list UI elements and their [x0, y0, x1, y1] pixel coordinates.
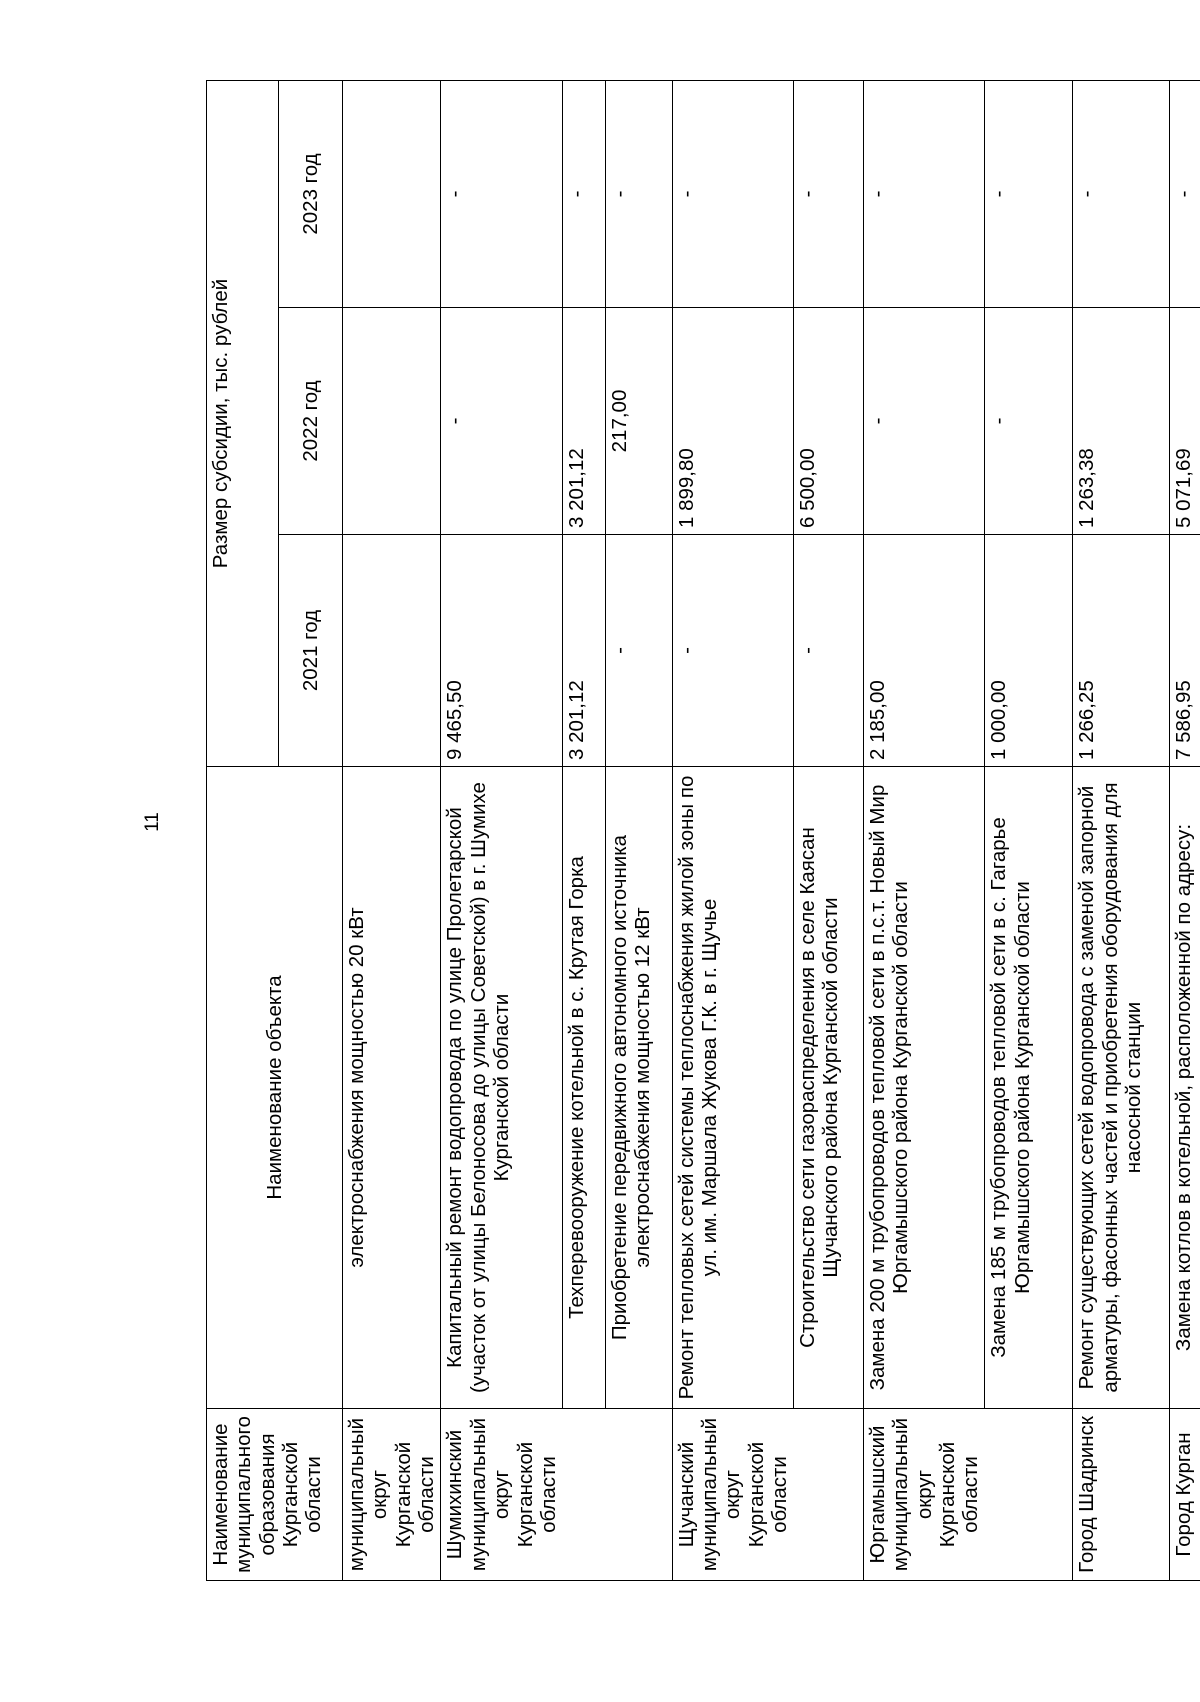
table-row: [672, 80, 793, 1580]
cell-2023: -: [562, 80, 605, 307]
cell-municipality: [794, 1409, 864, 1581]
cell-2021: 7 586,95: [1170, 535, 1200, 767]
cell-2022: 217,00: [605, 308, 672, 535]
cell-object: Ремонт существующих сетей водопровода с заменой запорной арматуры, фасонных частей и приобретения оборудования для насосной станции: [1073, 767, 1170, 1409]
cell-2023: -: [672, 80, 793, 307]
cell-municipality: Шумихинский муниципальный округ Курганской области: [441, 1409, 562, 1581]
cell-2023: -: [985, 80, 1073, 307]
cell-municipality: [985, 1409, 1073, 1581]
header-object: Наименование объекта: [207, 767, 343, 1409]
cell-object: электроснабжения мощностью 20 кВт: [343, 767, 441, 1409]
cell-object: Замена 200 м трубопроводов тепловой сети в п.с.т. Новый Мир Юргамышского района Курганской области: [864, 767, 985, 1409]
subsidy-table: [206, 80, 1200, 1581]
header-year-2021: 2021 год: [278, 535, 342, 767]
table-row: [562, 80, 605, 1580]
cell-2022: 6 500,00: [794, 308, 864, 535]
cell-2021: 1 000,00: [985, 535, 1073, 767]
cell-municipality: муниципальный округ Курганской области: [343, 1409, 441, 1581]
cell-2022: [343, 308, 441, 535]
table-row: [441, 80, 562, 1580]
cell-2023: -: [605, 80, 672, 307]
cell-2021: 3 201,12: [562, 535, 605, 767]
table-row: [1073, 80, 1170, 1580]
cell-2022: 5 071,69: [1170, 308, 1200, 535]
cell-2022: 3 201,12: [562, 308, 605, 535]
cell-object: Техперевооружение котельной в с. Крутая Горка: [562, 767, 605, 1409]
cell-2023: -: [864, 80, 985, 307]
cell-2022: -: [985, 308, 1073, 535]
cell-2022: -: [864, 308, 985, 535]
cell-2021: -: [605, 535, 672, 767]
header-subsidy: Размер субсидии, тыс. рублей: [207, 80, 279, 766]
cell-municipality: [605, 1409, 672, 1581]
cell-2021: 9 465,50: [441, 535, 562, 767]
cell-2021: [343, 535, 441, 767]
cell-municipality: Юргамышский муниципальный округ Курганской области: [864, 1409, 985, 1581]
rotated-table-container: [206, 81, 1196, 1581]
table-row: [343, 80, 441, 1580]
cell-object: Замена 185 м трубопроводов тепловой сети в с. Гагарье Юргамышского района Курганской области: [985, 767, 1073, 1409]
table-row: [794, 80, 864, 1580]
cell-municipality: [562, 1409, 605, 1581]
cell-object: Ремонт тепловых сетей системы теплоснабжения жилой зоны по ул. им. Маршала Жукова Г.К. в г. Щучье: [672, 767, 793, 1409]
cell-2023: -: [1073, 80, 1170, 307]
cell-2023: [343, 80, 441, 307]
cell-2021: -: [794, 535, 864, 767]
table-row: [605, 80, 672, 1580]
table-header-row: [207, 80, 279, 1580]
cell-municipality: Город Курган: [1170, 1409, 1200, 1581]
table-row: [864, 80, 985, 1580]
cell-2021: -: [672, 535, 793, 767]
cell-municipality: Город Шадринск: [1073, 1409, 1170, 1581]
cell-object: Строительство сети газораспределения в селе Каясан Щучанского района Курганской области: [794, 767, 864, 1409]
cell-municipality: Щучанский муниципальный округ Курганской области: [672, 1409, 793, 1581]
page-number: 11: [142, 812, 163, 832]
header-year-2023: 2023 год: [278, 80, 342, 307]
cell-2023: -: [441, 80, 562, 307]
cell-object: Приобретение передвижного автономного источника электроснабжения мощностью 12 кВт: [605, 767, 672, 1409]
cell-2023: -: [1170, 80, 1200, 307]
cell-2022: 1 263,38: [1073, 308, 1170, 535]
cell-2023: -: [794, 80, 864, 307]
header-year-2022: 2022 год: [278, 308, 342, 535]
cell-object: Замена котлов в котельной, расположенной по адресу:: [1170, 767, 1200, 1409]
cell-2022: 1 899,80: [672, 308, 793, 535]
cell-object: Капитальный ремонт водопровода по улице Пролетарской (участок от улицы Белоносова до улицы Советской) в г. Шумихе Курганской области: [441, 767, 562, 1409]
cell-2021: 2 185,00: [864, 535, 985, 767]
cell-2021: 1 266,25: [1073, 535, 1170, 767]
cell-2022: -: [441, 308, 562, 535]
table-row: [1170, 80, 1200, 1580]
header-municipality: Наименование муниципального образования Курганской области: [207, 1409, 343, 1581]
table-row: [985, 80, 1073, 1580]
